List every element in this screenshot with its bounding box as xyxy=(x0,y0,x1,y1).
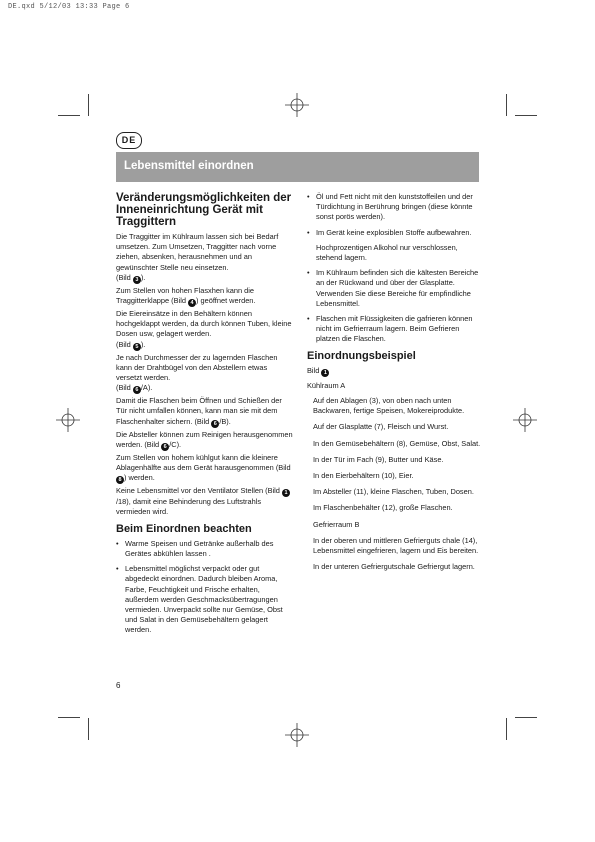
list-item: Im Flaschenbehälter (12), große Flaschen. xyxy=(313,503,453,513)
crop-mark xyxy=(515,115,537,116)
paragraph: Zum Stellen von hohen Flasxhen kann die Traggitterklappe (Bild 4 ) geöffnet werden. xyxy=(116,285,256,307)
print-slug: DE.qxd 5/12/03 13:33 Page 6 xyxy=(8,3,130,11)
heading-inneneinrichtung: Veränderungsmöglichkeiten der Inneneinrichtung Gerät mit Traggittern xyxy=(116,192,292,228)
list-item: Im Absteller (11), kleine Flaschen, Tuben, Dosen. xyxy=(313,487,474,497)
paragraph: Die Traggitter im Kühlraum lassen sich bei Bedarf umsetzen. Zum Umsetzen, Traggitter nach vorne ziehen, absenken, herausnehmen und an gewünschter Stelle neu einsetzen. (Bild 3 ). xyxy=(116,232,279,283)
language-badge: DE xyxy=(116,132,142,149)
heading-einordnen-beachten: Beim Einordnen beachten xyxy=(116,522,252,535)
heading-einordnungsbeispiel: Einordnungsbeispiel xyxy=(307,349,416,362)
subheading-kuehlraum: Kühlraum A xyxy=(307,380,346,390)
crop-mark xyxy=(58,115,80,116)
list-item: • Lebensmittel möglichst verpackt oder gut abgedeckt einordnen. Dadurch bleiben Aroma, Farbe, Feuchtigkeit und Frische erhalten, außerdem werden Geschmacksübertragungen vermieden. Unverpackt sollte nur Gemüse, Obst und Salat in den Gemüsebehältern gelagert werden. xyxy=(116,564,283,635)
list-item: In der Tür im Fach (9), Butter und Käse. xyxy=(313,454,444,464)
paragraph: Zum Stellen von hohem kühlgut kann die kleinere Ablagenhälfte aus dem Gerät harausgenommen (Bild 8 ) werden. xyxy=(116,452,291,484)
figure-ref-badge: 1 xyxy=(321,369,329,377)
list-item: • Flaschen mit Flüssigkeiten die gafrieren können nicht im Gefrierraum lagern. Beim Gefrieren platzen die Flaschen. xyxy=(307,314,473,344)
figure-ref-badge: 4 xyxy=(188,299,196,307)
figure-ref-badge: 3 xyxy=(133,276,141,284)
figure-ref-badge: 1 xyxy=(282,489,290,497)
bullet-list xyxy=(307,268,485,344)
registration-mark-bottom xyxy=(285,723,309,747)
list-item: • Öl und Fett nicht mit den kunststoffeilen und der Türdichtung in Berührung bringen (diese könnte sonst porös werden). xyxy=(307,192,473,222)
bullet-list xyxy=(116,539,294,636)
right-column xyxy=(307,192,485,578)
paragraph: Die Eiereinsätze in den Behältern können hochgeklappt werden, da durch können Tuben, kleine Dosen usw, gelagert werden. (Bild 5 ). xyxy=(116,309,292,350)
list-item: • Im Kühlraum befinden sich die kältesten Bereiche an der Rückwand und über der Glasplatte. Verwenden Sie diese Bereiche für empfindliche Lebensmittel. xyxy=(307,268,479,308)
subheading-gefrierraum: Gefrierraum B xyxy=(313,519,360,529)
registration-mark-left xyxy=(56,408,80,432)
registration-mark-top xyxy=(285,93,309,117)
crop-mark xyxy=(506,718,507,740)
registration-mark-right xyxy=(513,408,537,432)
list-item: • Im Gerät keine explosiblen Stoffe aufbewahren. xyxy=(307,227,472,237)
paragraph: Je nach Durchmesser der zu lagernden Flaschen kann der Drahtbügel von den Abstellern etwas versetzt werden. (Bild 6 /A). xyxy=(116,352,278,394)
crop-mark xyxy=(58,717,80,718)
bullet-list xyxy=(307,192,485,238)
section-title: Lebensmittel einordnen xyxy=(124,160,254,172)
crop-mark xyxy=(506,94,507,116)
paragraph: Keine Lebensmittel vor den Ventilator Stellen (Bild 1/18), damit eine Behinderung des Luftstrahls vermieden wird. xyxy=(116,486,294,517)
figure-ref-badge: 6 xyxy=(161,443,169,451)
list-item: • Warme Speisen und Getränke außerhalb des Gerätes abkühlen lassen . xyxy=(116,538,274,559)
figure-ref-badge: 6 xyxy=(211,420,219,428)
page-number: 6 xyxy=(116,681,121,690)
left-column xyxy=(116,192,294,641)
section-banner xyxy=(116,152,479,182)
list-item: In der oberen und mittleren Gefrierguts chale (14), Lebensmittel eingefrieren, lagern und Eis bereiten. xyxy=(313,535,479,556)
paragraph: Die Absteller können zum Reinigen herausgenommen werden. (Bild 6 /C). xyxy=(116,429,293,450)
list-item: In den Gemüsebehältern (8), Gemüse, Obst, Salat. xyxy=(313,438,481,448)
list-item: Auf der Glasplatte (7), Fleisch und Wurst. xyxy=(313,422,449,432)
paragraph: Damit die Flaschen beim Öffnen und Schießen der Tür nicht umfallen können, kann man sie mit dem Flaschenhalter sichern. (Bild 6 /B). xyxy=(116,396,282,427)
list-item: In den Eierbehältern (10), Eier. xyxy=(313,471,414,481)
figure-reference: Bild 1 xyxy=(307,366,485,377)
crop-mark xyxy=(88,718,89,740)
figure-ref-badge: 8 xyxy=(116,476,124,484)
list-item: Auf den Ablagen (3), von oben nach unten Backwaren, fertige Speisen, Mokereiprodukte. xyxy=(313,396,465,416)
alcohol-note: Hochprozentigen Alkohol nur verschlossen, stehend lagern. xyxy=(316,242,458,263)
figure-ref-badge: 5 xyxy=(133,343,141,351)
crop-mark xyxy=(88,94,89,116)
list-item: In der unteren Gefriergutschale Gefriergut lagern. xyxy=(313,562,475,572)
crop-mark xyxy=(515,717,537,718)
figure-ref-badge: 6 xyxy=(133,386,141,394)
